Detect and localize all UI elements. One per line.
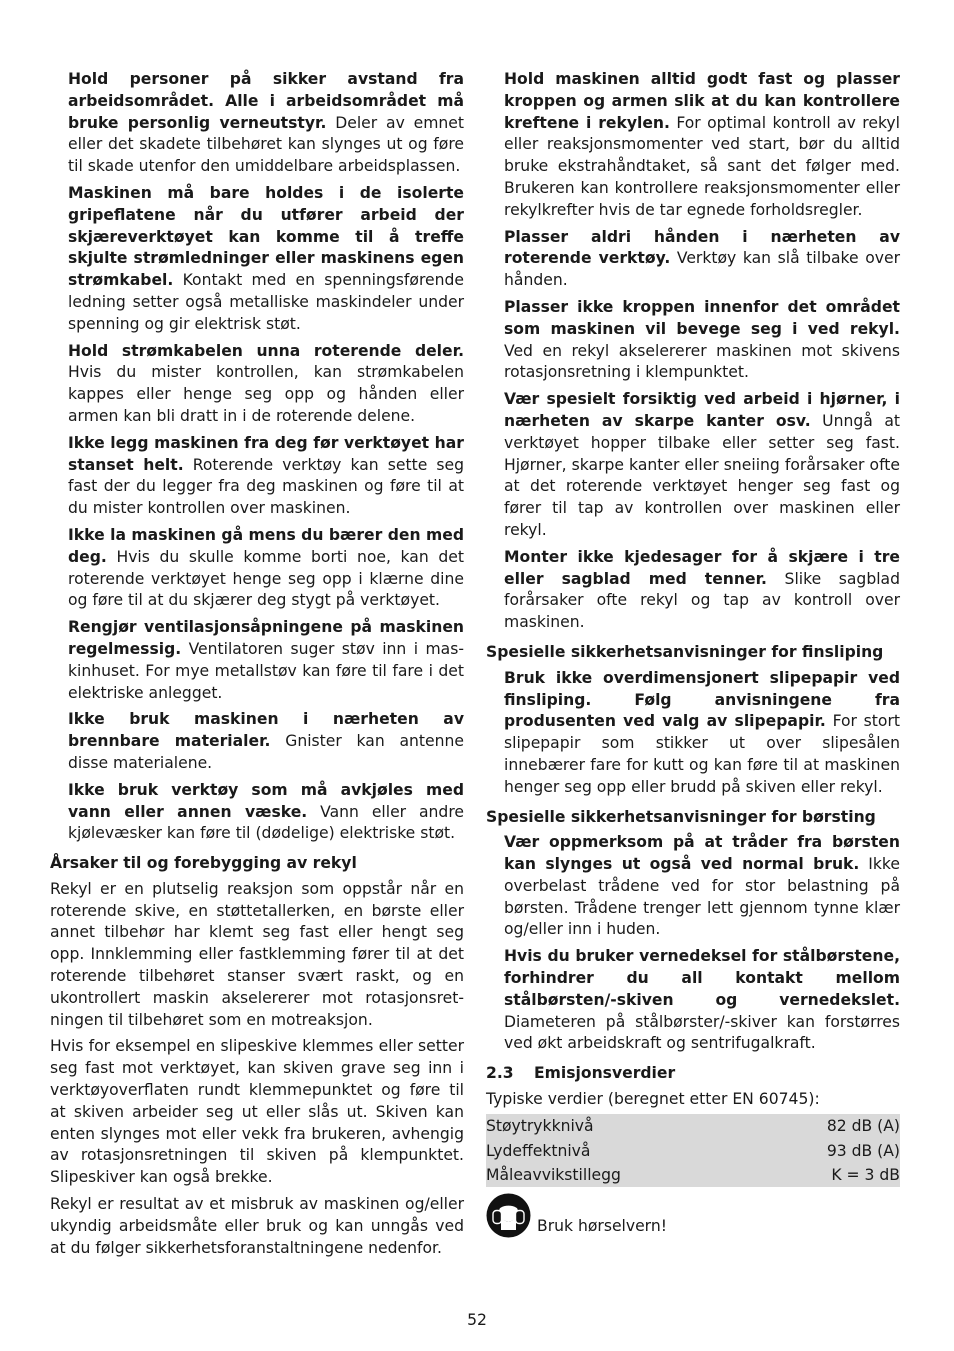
safety-item: Rengjør ventilasjonsåpningene på maskinen regelmessig. Ventilatoren suger støv inn i maskinhuset. For mye metallstøv kan føre til fare i det elektriske anlegget. [68,618,464,702]
heading-borsting: Spesielle sikkerhetsanvisninger for børsting [486,807,876,826]
emission-value: 93 dB (A) [754,1138,900,1163]
left-column [50,69,464,1264]
safety-item: Hold strømkabelen unna roterende deler. Hvis du mister kontrollen, kan strømkabelen kappes eller henge seg opp og hånden eller armen kan bli dratt in i de roterende delene. [68,341,464,425]
safety-item: Ikke legg maskinen fra deg før verktøyet har stanset helt. Roterende verktøy kan sette seg fast der du legger fra deg maskinen og føre til at du mister kontrollen over maskinen. [68,433,464,518]
emission-label: Måleavvikstillegg [486,1163,754,1188]
rekyl-paragraph: Rekyl er en plutselig reaksjon som oppstår når en roterende skive, en støttetallerken, en børste eller annet tilbehør har klemt seg fast eller hengt seg opp. Innklemming eller fastklemming fører til at det roterende tilbehøret stanser svært raskt, og en ukontrollert maskin akselererer mot rotasjonsretningen til tilbehøret som en motreaksjon. [50,879,464,1029]
safety-item: Maskinen må bare holdes i de isolerte gripeflatene når du utfører arbeid der skjæreverktøyet kan komme til å treffe skjulte strømledninger eller maskinens egen strømkabel. Kontakt med en spenningsførende ledning setter også metalliske maskindeler under spenning og gir elektrisk støt. [68,183,464,333]
safety-item: Vær oppmerksom på at tråder fra børsten kan slynges ut også ved normal bruk. Ikke overbelast trådene ved for stor belastning på børsten. Trådene trenger lett gjennom tynne klær og/eller inn i huden. [504,833,900,939]
emission-value: 82 dB (A) [754,1114,900,1139]
ear-protection-icon [486,1193,531,1238]
table-row [486,1138,900,1163]
page-number: 52 [467,1311,487,1329]
emission-value: K = 3 dB [754,1163,900,1188]
safety-item: Hvis du bruker vernedeksel for stålbørstene, forhindrer du all kontakt mellom stålbørsten/-skiven og vernedekslet. Diameteren på stålbørster/-skiver kan forstørres ved økt arbeidskraft og sentrifugalkraft. [504,947,900,1053]
hearing-text: Bruk hørselvern! [537,1216,667,1235]
table-row [486,1163,900,1188]
rekyl-paragraph: Rekyl er resultat av et misbruk av maskinen og/eller ukyndig arbeidsmåte eller bruk og kan unngås ved at du følger sikkerhetsforanstaltningene nedenfor. [50,1195,464,1257]
heading-rekyl: Årsaker til og forebygging av rekyl [50,854,357,873]
table-row [486,1114,900,1139]
emission-label: Støytrykknivå [486,1114,754,1139]
hearing-protection-notice [486,1193,900,1238]
emission-label: Lydeffektnivå [486,1138,754,1163]
section-heading [486,1063,900,1085]
section-number: 2.3 [486,1064,514,1083]
safety-item: Plasser ikke kroppen innenfor det området som maskinen vil bevege seg i ved rekyl. Ved en rekyl akselererer maskinen mot skivens rotasjonsretning i klempunktet. [504,297,900,382]
right-column [486,69,900,1238]
safety-item: Hold personer på sikker avstand fra arbeidsområdet. Alle i arbeidsområdet må bruke personlig verneutstyr. Deler av emnet eller det skadete tilbehøret kan slynges ut og føre til skade utenfor den umiddelbare arbeidsplassen. [68,70,465,176]
safety-item: Bruk ikke overdimensjonert slipepapir ved finsliping. Følg anvisningene fra produsenten ved valg av slipepapir. For stort slipepapir som stikker ut over slipesålen innebærer fare for kutt og kan føre til at maskinen henger seg opp eller brudd på skiven eller rekyl. [504,668,900,796]
safety-item: Hold maskinen alltid godt fast og plasser kroppen og armen slik at du kan kontrollere kreftene i rekylen. For optimal kontroll av rekyl eller reaksjonsmomenter ved start, bør du alltid bruke ekstrahåndtaket, så sant det følger med. Brukeren kan kontrollere reaksjonsmomenter eller rekylkrefter hvis de tar egnede forholdsregler. [504,70,900,219]
heading-finsliping: Spesielle sikkerhetsanvisninger for finsliping [486,642,884,661]
safety-item: Ikke bruk maskinen i nærheten av brennbare materialer. Gnister kan antenne disse materialene. [68,710,464,772]
safety-item: Ikke bruk verktøy som må avkjøles med vann eller annen væske. Vann eller andre kjølevæsker kan føre til (dødelige) elektriske støt. [68,780,464,843]
section-title: Emisjonsverdier [534,1064,676,1083]
emission-table [486,1114,900,1188]
emission-intro: Typiske verdier (beregnet etter EN 60745): [486,1090,820,1109]
safety-item: Ikke la maskinen gå mens du bærer den med deg. Hvis du skulle komme borti noe, kan det roterende verktøyet henge seg opp i klærne dine og føre til at du skjærer deg stygt på verktøyet. [68,525,464,610]
safety-item: Monter ikke kjedesager for å skjære i tre eller sagblad med tenner. Slike sagblad forårsaker ofte rekyl og tap av kontroll over maskinen. [504,547,900,632]
safety-item: Vær spesielt forsiktig ved arbeid i hjørner, i nærheten av skarpe kanter osv. Unngå at verktøyet hopper tilbake eller setter seg fast. Hjørner, skarpe kanter eller sneiing forårsaker ofte at det roterende verktøyet henger seg fast og fører til tap av kontrollen over maskinen eller rekyl. [504,390,900,539]
safety-item: Plasser aldri hånden i nærheten av roterende verktøy. Verktøy kan slå tilbake over hånden. [504,227,900,290]
rekyl-paragraph: Hvis for eksempel en slipeskive klemmes eller setter seg fast mot verktøyet, kan skiven grave seg inn i verktøyoverflaten rundt klemmepunktet og føre til at skiven arbeider seg ut eller slås ut. Skiven kan enten slynges mot eller vekk fra brukeren, avhengig av rotasjonsretningen til skiven på klempunktet. Slipeskiver kan også brekke. [50,1037,464,1187]
